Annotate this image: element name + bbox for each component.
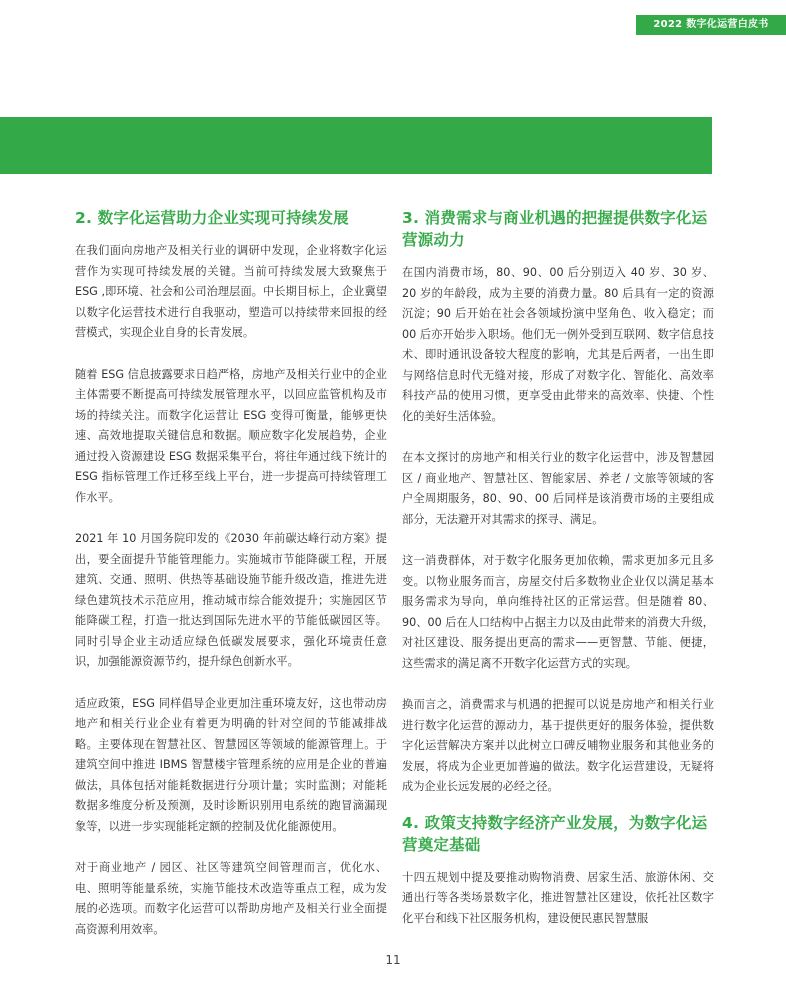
paragraph: 2021 年 10 月国务院印发的《2030 年前碳达峰行动方案》提出，要全面提升节能管理能力。实施城市节能降碳工程，开展建筑、交通、照明、供热等基础设施节能升级改造，推进先进绿色建筑技术示范应用，推动城市综合能效提升；实施园区节能降碳工程，打造一批达到国际先进水平的节能低碳园区等。同时引导企业主动适应绿色低碳发展要求，强化环境责任意识，加强能源资源节约，提升绿色创新水平。	[75, 532, 387, 668]
report-title-tab: 2022 数字化运营白皮书	[636, 15, 786, 35]
page-number: 11	[385, 953, 401, 967]
right-column	[402, 207, 714, 929]
section-2-heading: 2. 数字化运营助力企业实现可持续发展	[75, 209, 349, 227]
paragraph: 这一消费群体，对于数字化服务更加依赖，需求更加多元且多变。以物业服务而言，房屋交付后多数物业企业仅以满足基本服务需求为导向，单向维持社区的正常运营。但是随着 80、90、00 后在人口结构中占据主力以及由此带来的消费大升级，对社区建设、服务提出更高的需求——更智慧、节能、便捷，这些需求的满足离不开数字化运营方式的实现。	[402, 554, 714, 670]
paragraph: 对于商业地产 / 园区、社区等建筑空间管理而言，优化水、电、照明等能量系统，实施节能技术改造等重点工程，成为发展的必选项。而数字化运营可以帮助房地产及相关行业全面提高资源利用效率。	[75, 861, 387, 936]
paragraph: 随着 ESG 信息披露要求日趋严格，房地产及相关行业中的企业主体需要不断提高可持续发展管理水平，以回应监管机构及市场的持续关注。而数字化运营让 ESG 变得可衡量，能够更快速、高效地提取关键信息和数据。顺应数字化发展趋势，企业通过投入资源建设 ESG 数据采集平台，将往年通过线下统计的 ESG 指标管理工作迁移至线上平台，进一步提高可持续管理工作水平。	[75, 367, 387, 504]
section-4-heading: 4. 政策支持数字经济产业发展，为数字化运营奠定基础	[402, 813, 708, 854]
paragraph: 换而言之，消费需求与机遇的把握可以说是房地产和相关行业进行数字化运营的源动力，基于提供更好的服务体验，提供数字化运营解决方案并以此树立口碑反哺物业服务和其他业务的发展，将成为企业更加普遍的做法。数字化运营建设，无疑将成为企业长远发展的必经之径。	[402, 698, 714, 793]
paragraph: 在国内消费市场，80、90、00 后分别迈入 40 岁、30 岁、20 岁的年龄段，成为主要的消费力量。80 后具有一定的资源沉淀；90 后开始在社会各领域扮演中坚角色、收入稳定；而 00 后亦开始步入职场。他们无一例外受到互联网、数字信息技术、即时通讯设备较大程度的影响，尤其是后两者，一出生即与网络信息时代无缝对接，形成了对数字化、智能化、高效率科技产品的使用习惯，更享受由此带来的高效率、快捷、个性化的美好生活体验。	[402, 266, 714, 423]
paragraph: 十四五规划中提及要推动购物消费、居家生活、旅游休闲、交通出行等各类场景数字化，推进智慧社区建设，依托社区数字化平台和线下社区服务机构，建设便民惠民智慧服	[402, 870, 714, 925]
left-column	[75, 207, 387, 940]
section-3-heading: 3. 消费需求与商业机遇的把握提供数字化运营源动力	[402, 209, 708, 249]
paragraph: 在本文探讨的房地产和相关行业的数字化运营中，涉及智慧园区 / 商业地产、智慧社区、智能家居、养老 / 文旅等领域的客户全周期服务，80、90、00 后同样是该消费市场的主要组成部分，无法避开对其需求的探寻、满足。	[402, 451, 714, 526]
paragraph: 在我们面向房地产及相关行业的调研中发现，企业将数字化运营作为实现可持续发展的关键。当前可持续发展大致聚焦于 ESG ,即环境、社会和公司治理层面。中长期目标上，企业冀望以数字化运营技术进行自我驱动，塑造可以持续带来回报的经营模式，实现企业自身的长青发展。	[75, 244, 387, 339]
paragraph: 适应政策，ESG 同样倡导企业更加注重环境友好，这也带动房地产和相关行业企业有着更为明确的针对空间的节能减排战略。主要体现在智慧社区、智慧园区等领域的能源管理上。于建筑空间中推进 IBMS 智慧楼宇管理系统的应用是企业的普遍做法，具体包括对能耗数据进行分项计量；实时监测；对能耗数据多维度分析及预测，及时诊断识别用电系统的跑冒滴漏现象等，以进一步实现能耗定额的控制及优化能源使用。	[75, 696, 387, 833]
header-band	[0, 117, 712, 174]
